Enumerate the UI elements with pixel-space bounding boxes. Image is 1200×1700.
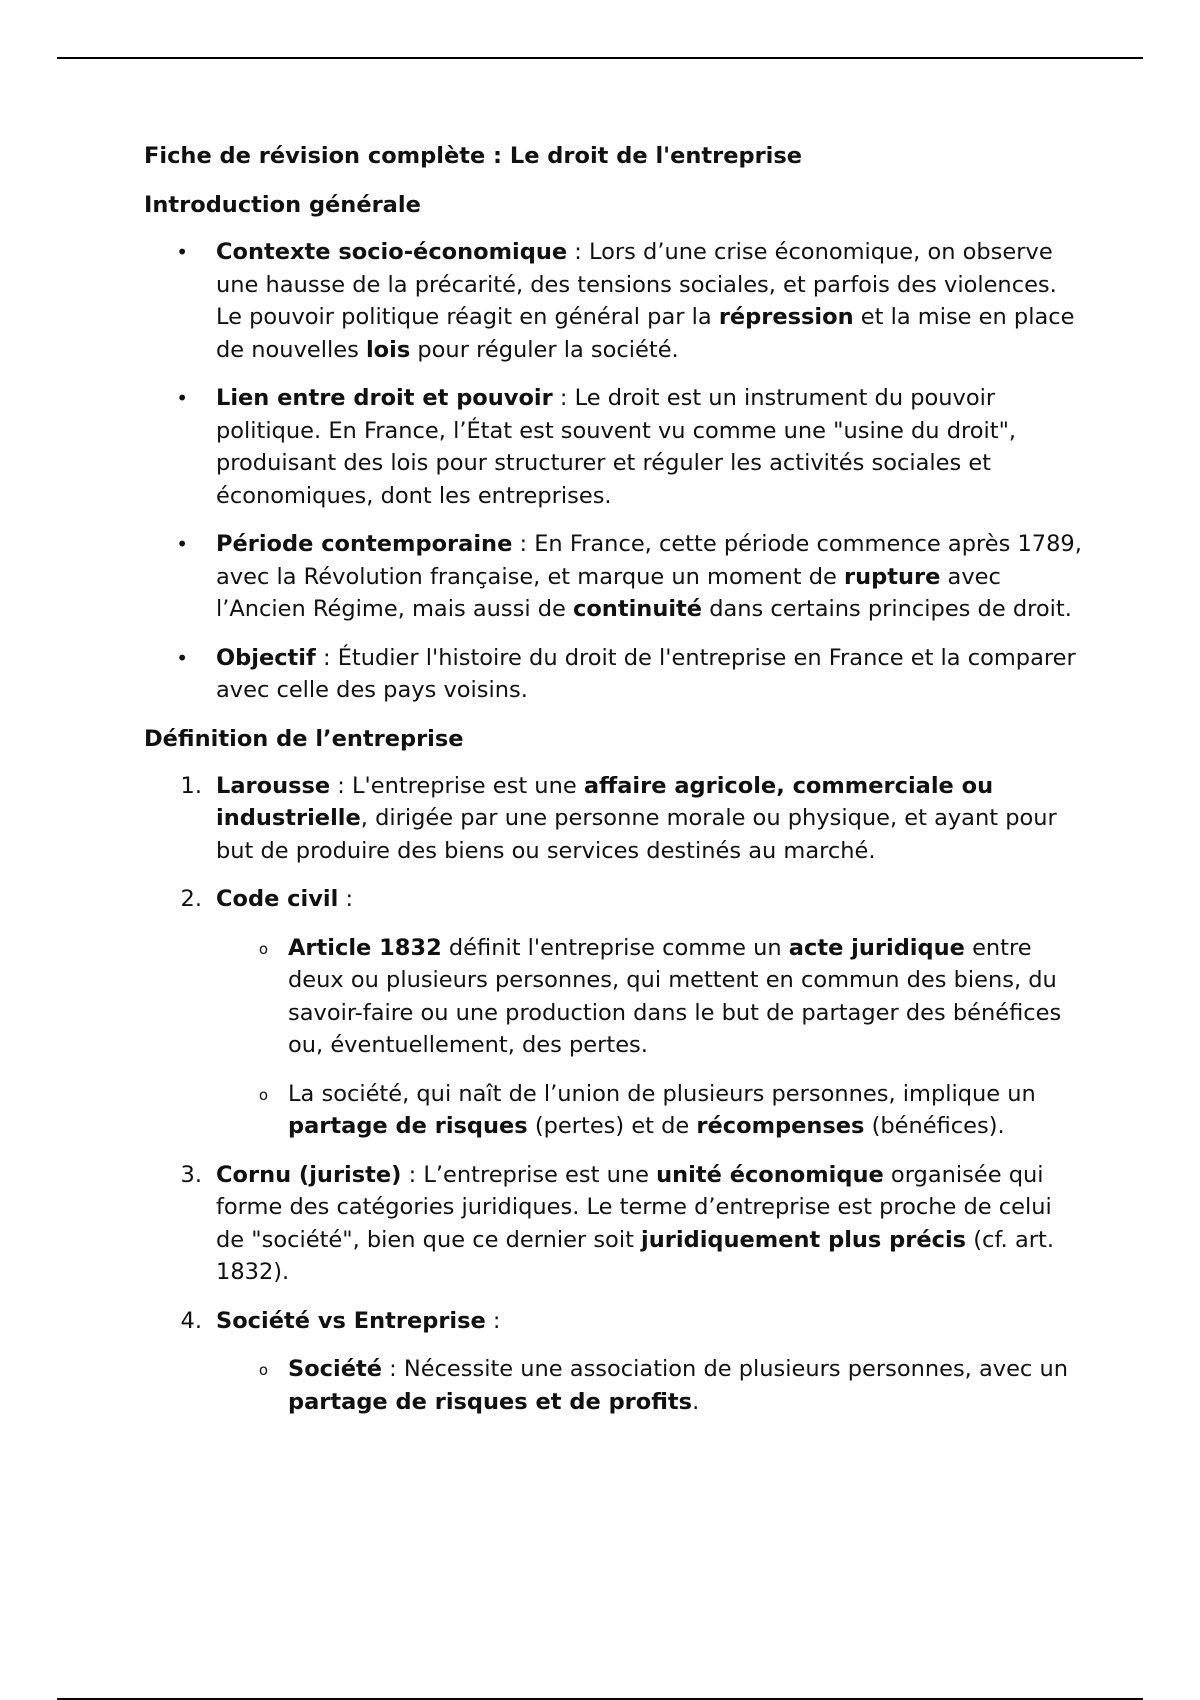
body-text: : Nécessite une association de plusieurs personnes, avec un [382, 1356, 1068, 1382]
sub-list-item [216, 1078, 1084, 1143]
item-text [216, 770, 1084, 868]
body-text: (pertes) et de [527, 1113, 697, 1139]
body-text: : Le droit est un instrument du pouvoir politique. En France, l’État est souvent vu comme une "usine du droit", produisant des lois pour structurer et réguler les activités sociales et économiques, dont les entreprises. [216, 385, 1017, 509]
bullet-glyph: • [176, 386, 188, 410]
bold-text: Article 1832 [288, 934, 442, 961]
bold-text: Code civil [216, 886, 339, 912]
item-text [216, 1159, 1084, 1289]
bold-text: répression [718, 304, 854, 330]
section-heading-introduction: Introduction générale [144, 192, 421, 218]
definition-numbered-list [144, 770, 1084, 1419]
bold-text: Cornu (juriste) [216, 1161, 402, 1188]
body-text: , dirigée par une personne morale ou physique, et ayant pour but de produire des biens ou services destinés au marché. [216, 805, 1057, 864]
bold-text: Société [288, 1356, 382, 1382]
body-text: . [692, 1388, 700, 1415]
bullet-icon [144, 642, 188, 675]
body-text: : Lors d’une crise économique, on observe une hausse de la précarité, des tensions sociales, et parfois des violences. Le pouvoir politique réagit en général par la [216, 239, 1057, 330]
circle-bullet-icon: o [258, 1361, 268, 1379]
bold-text: Larousse [216, 772, 331, 799]
bold-text: continuité [573, 596, 703, 622]
bullet-icon [144, 236, 188, 269]
bold-text: partage de risques [288, 1113, 528, 1139]
list-item [144, 382, 1084, 512]
bullet-glyph: • [176, 645, 188, 670]
section-heading-definition: Définition de l’entreprise [144, 725, 464, 752]
bold-text: juridiquement plus précis [641, 1226, 967, 1253]
item-text [216, 883, 1084, 916]
numbered-item [144, 883, 1084, 1143]
bold-text: Lien entre droit et pouvoir [216, 385, 553, 411]
bold-text: lois [365, 336, 411, 363]
numbered-item [144, 770, 1084, 868]
body-text: et la mise en place de nouvelles [216, 304, 1075, 363]
sub-list-item [216, 1353, 1084, 1418]
body-text: organisée qui forme des catégories juridiques. Le terme d’entreprise est proche de celui de "société", bien que ce dernier soit [216, 1161, 1052, 1253]
bullet-icon [144, 382, 188, 415]
list-item [144, 528, 1084, 626]
item-number: 1. [180, 772, 202, 799]
body-text: La société, qui naît de l’union de plusieurs personnes, implique un [288, 1080, 1036, 1107]
bold-text: unité économique [656, 1161, 884, 1188]
body-text: : L’entreprise est une [401, 1161, 657, 1188]
body-text: (cf. art. 1832). [216, 1226, 1054, 1285]
bold-text: Objectif [216, 644, 316, 671]
header-rule [57, 57, 1143, 59]
body-text: définit l'entreprise comme un [441, 934, 789, 961]
bold-text: Contexte socio-économique [216, 239, 568, 265]
item-number: 3. [180, 1161, 202, 1188]
body-text: : En France, cette période commence après 1789, avec la Révolution française, et marque un moment de [216, 531, 1082, 590]
bullet-icon [144, 528, 188, 561]
body-text: dans certains principes de droit. [702, 596, 1072, 622]
sub-list-item [216, 932, 1084, 1062]
numbered-item [144, 1159, 1084, 1289]
body-text: : Étudier l'histoire du droit de l'entreprise en France et la comparer avec celle des pays voisins. [216, 644, 1076, 703]
bold-text: Période contemporaine [216, 531, 513, 557]
body-text: pour réguler la société. [410, 336, 679, 363]
bullet-glyph: • [176, 240, 188, 264]
bold-text: rupture [844, 563, 941, 590]
item-number: 4. [180, 1307, 202, 1334]
sub-list [216, 932, 1084, 1143]
body-text: : L'entreprise est une [330, 772, 584, 799]
body-text: avec l’Ancien Régime, mais aussi de [216, 563, 1001, 622]
bold-text: affaire agricole, commerciale ou industrielle [216, 772, 994, 831]
numbered-item [144, 1305, 1084, 1419]
bold-text: récompenses [696, 1113, 865, 1139]
bold-text: acte juridique [788, 934, 965, 961]
sub-list [216, 1353, 1084, 1418]
body-text: : [338, 886, 354, 912]
circle-bullet-icon: o [258, 939, 268, 958]
item-text [216, 1305, 1084, 1338]
list-item [144, 236, 1084, 366]
item-number: 2. [180, 886, 202, 912]
document-body [144, 140, 1084, 1434]
circle-bullet-icon: o [258, 1085, 268, 1104]
bullet-glyph: • [176, 532, 188, 556]
body-text: entre deux ou plusieurs personnes, qui mettent en commun des biens, du savoir-faire ou une production dans le but de partager des bénéfices ou, éventuellement, des pertes. [288, 934, 1062, 1058]
body-text: (bénéfices). [864, 1113, 1005, 1139]
bold-text: Société vs Entreprise [216, 1307, 486, 1334]
list-item [144, 642, 1084, 707]
introduction-bullet-list [144, 236, 1084, 707]
bold-text: partage de risques et de profits [288, 1388, 693, 1415]
document-title: Fiche de révision complète : Le droit de l'entreprise [144, 143, 803, 169]
body-text: : [485, 1307, 501, 1334]
